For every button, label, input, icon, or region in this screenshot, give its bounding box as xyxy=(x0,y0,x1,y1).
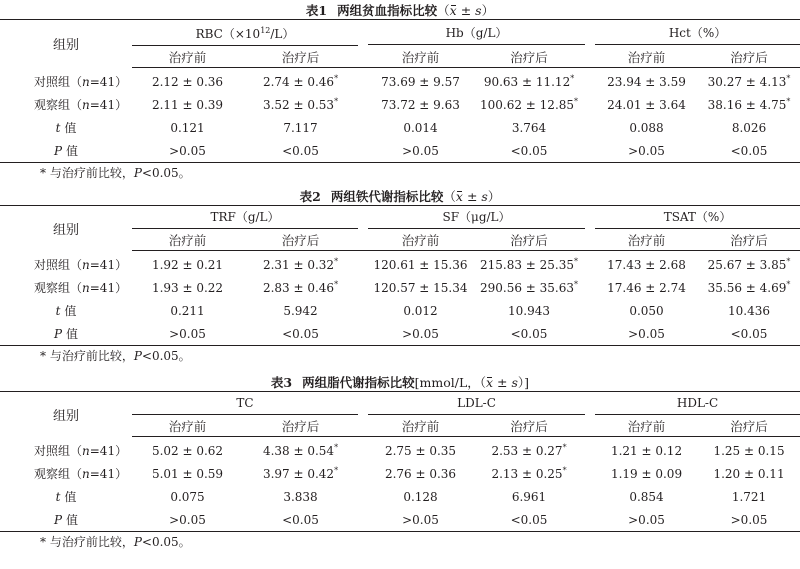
table-row xyxy=(0,437,800,463)
sub-header-after: 治疗后 xyxy=(473,46,585,68)
table-row xyxy=(0,276,800,299)
table-cell: <0.05 xyxy=(282,512,319,527)
table-cell: 24.01 ± 3.64 xyxy=(607,97,686,112)
table-cell: 0.050 xyxy=(629,303,664,318)
significance-marker: * xyxy=(334,465,339,475)
mean-symbol: x xyxy=(455,189,463,204)
table-cell: 4.38 ± 0.54* xyxy=(262,442,339,458)
table-cell: >0.05 xyxy=(169,143,206,158)
significance-marker: * xyxy=(786,256,791,266)
table-number: 表2 xyxy=(299,189,321,204)
sub-header-before: 治疗前 xyxy=(595,46,698,68)
table-cell: 0.854 xyxy=(629,489,664,504)
table-cell: >0.05 xyxy=(402,512,439,527)
table-cell: <0.05 xyxy=(730,143,768,158)
table-cell: 2.13 ± 0.25* xyxy=(491,465,567,481)
table-2 xyxy=(0,205,800,346)
table-cell: 1.19 ± 0.09 xyxy=(610,466,683,481)
table-cell: 0.128 xyxy=(403,489,438,504)
row-label: t 值 xyxy=(55,121,77,135)
row-label: P 值 xyxy=(54,144,78,158)
table-cell: 17.46 ± 2.74 xyxy=(607,280,686,295)
table-cell: 2.76 ± 0.36 xyxy=(384,466,457,481)
stat-rest: ± s xyxy=(456,3,482,18)
sub-header-after: 治疗后 xyxy=(473,415,585,437)
table-row xyxy=(0,93,800,116)
sub-header-before: 治疗前 xyxy=(132,229,243,251)
table-cell: 0.121 xyxy=(170,120,205,135)
table-cell: 1.92 ± 0.21 xyxy=(151,257,224,272)
table-1-caption: 表1 两组贫血指标比较（x ± s） xyxy=(305,3,495,18)
row-label: 观察组（n=41） xyxy=(34,281,128,295)
table-cell: 3.838 xyxy=(283,489,318,504)
table-cell: 25.67 ± 3.85* xyxy=(707,256,791,272)
table-title: 两组贫血指标比较 xyxy=(337,3,438,18)
table-cell: 2.53 ± 0.27* xyxy=(491,442,567,458)
table-row xyxy=(0,251,800,277)
table-number: 表1 xyxy=(305,3,328,18)
sub-header-after: 治疗后 xyxy=(473,229,585,251)
table-cell: 290.56 ± 35.63* xyxy=(479,279,579,295)
table-cell: 73.72 ± 9.63 xyxy=(381,97,460,112)
table-cell: 7.117 xyxy=(283,120,318,135)
table-cell: 120.61 ± 15.36 xyxy=(373,257,468,272)
sub-header-before: 治疗前 xyxy=(368,415,473,437)
sub-header-after: 治疗后 xyxy=(698,46,800,68)
table-cell: 1.21 ± 0.12 xyxy=(610,443,683,458)
metric-header: LDL-C xyxy=(368,392,585,416)
table-cell: 90.63 ± 11.12* xyxy=(483,73,575,89)
table-cell: >0.05 xyxy=(628,143,665,158)
table-cell: 120.57 ± 15.34 xyxy=(373,280,468,295)
table-row xyxy=(0,299,800,322)
sub-header-before: 治疗前 xyxy=(132,415,243,437)
metric-header: TSAT（%） xyxy=(595,206,800,230)
row-label: 观察组（n=41） xyxy=(34,467,128,481)
table-title: 两组铁代谢指标比较 xyxy=(330,189,444,204)
stat-rest: ± s xyxy=(462,189,488,204)
table-cell: 0.012 xyxy=(403,303,438,318)
table-cell: 30.27 ± 4.13* xyxy=(707,73,791,89)
significance-marker: * xyxy=(334,96,339,106)
table-cell: >0.05 xyxy=(628,326,665,341)
significance-marker: * xyxy=(334,442,339,452)
table-cell: 1.93 ± 0.22 xyxy=(151,280,224,295)
significance-marker: * xyxy=(786,96,791,106)
metric-header: HDL-C xyxy=(595,392,800,416)
sub-header-before: 治疗前 xyxy=(595,229,698,251)
significance-marker: * xyxy=(562,465,567,475)
table-cell: >0.05 xyxy=(730,512,768,527)
table-cell: 0.075 xyxy=(170,489,205,504)
row-label: P 值 xyxy=(54,513,78,527)
metric-header: Hct（%） xyxy=(595,20,800,47)
metric-header: TRF（g/L） xyxy=(132,206,358,230)
table-2-block xyxy=(0,188,800,366)
table-cell: 35.56 ± 4.69* xyxy=(707,279,791,295)
table-cell: 6.961 xyxy=(511,489,547,504)
significance-marker: * xyxy=(562,442,567,452)
table-cell: 1.20 ± 0.11 xyxy=(713,466,785,481)
table-cell: 0.211 xyxy=(170,303,205,318)
table-cell: 0.088 xyxy=(629,120,664,135)
table-cell: <0.05 xyxy=(282,143,319,158)
significance-marker: * xyxy=(334,73,339,83)
table-cell: 1.721 xyxy=(731,489,767,504)
group-header: 组别 xyxy=(52,38,79,54)
metric-header: SF（μg/L） xyxy=(368,206,585,230)
metric-header: $RBC(\times 10^{12}/L)$ xyxy=(132,20,358,47)
significance-marker: * xyxy=(786,279,791,289)
table-1-footnote: * 与治疗前比较，P<0.05。 xyxy=(40,166,191,180)
significance-marker: * xyxy=(334,256,339,266)
sub-header-after: 治疗后 xyxy=(698,415,800,437)
table-cell: 2.83 ± 0.46* xyxy=(262,279,339,295)
table-cell: 2.11 ± 0.39 xyxy=(151,97,224,112)
mean-symbol: x xyxy=(486,375,494,390)
table-row xyxy=(0,462,800,485)
table-cell: >0.05 xyxy=(628,512,665,527)
table-row xyxy=(0,139,800,163)
table-cell: 100.62 ± 12.85* xyxy=(480,96,579,112)
table-cell: 215.83 ± 25.35* xyxy=(479,256,579,272)
table-title: 两组脂代谢指标比较 xyxy=(302,375,415,390)
table-cell: 10.943 xyxy=(508,303,550,318)
table-cell: <0.05 xyxy=(730,326,768,341)
group-header: 组别 xyxy=(52,222,79,238)
table-row xyxy=(0,68,800,94)
table-3 xyxy=(0,391,800,532)
table-cell: 2.75 ± 0.35 xyxy=(384,443,457,458)
table-cell: >0.05 xyxy=(402,143,439,158)
table-cell: 0.014 xyxy=(403,120,438,135)
table-cell: 38.16 ± 4.75* xyxy=(707,96,791,112)
table-cell: <0.05 xyxy=(510,143,548,158)
stat-rest: ± s xyxy=(493,375,518,390)
table-cell: >0.05 xyxy=(402,326,439,341)
table-cell: 2.31 ± 0.32* xyxy=(262,256,339,272)
table-cell: 3.764 xyxy=(511,120,547,135)
table-row xyxy=(0,322,800,346)
sub-header-before: 治疗前 xyxy=(132,46,243,68)
table-cell: 17.43 ± 2.68 xyxy=(607,257,686,272)
table-3-footnote: * 与治疗前比较，P<0.05。 xyxy=(40,535,191,549)
row-label: P 值 xyxy=(54,327,78,341)
table-cell: 23.94 ± 3.59 xyxy=(607,74,686,89)
table-cell: 5.01 ± 0.59 xyxy=(151,466,224,481)
table-cell: 2.12 ± 0.36 xyxy=(151,74,224,89)
table-cell: 73.69 ± 9.57 xyxy=(381,74,460,89)
row-label: t 值 xyxy=(55,304,77,318)
table-cell: >0.05 xyxy=(169,326,206,341)
sub-header-after: 治疗后 xyxy=(243,229,358,251)
table-1 xyxy=(0,19,800,163)
sub-header-before: 治疗前 xyxy=(368,46,473,68)
significance-marker: * xyxy=(574,279,579,289)
sub-header-after: 治疗后 xyxy=(243,46,358,68)
row-label: 对照组（n=41） xyxy=(34,74,128,89)
significance-marker: * xyxy=(574,96,579,106)
sub-header-before: 治疗前 xyxy=(368,229,473,251)
sub-header-after: 治疗后 xyxy=(243,415,358,437)
significance-marker: * xyxy=(334,279,339,289)
metric-header: TC xyxy=(132,392,358,416)
significance-marker: * xyxy=(574,256,579,266)
table-2-caption: 表2 两组铁代谢指标比较（x ± s） xyxy=(299,189,501,204)
sub-header-after: 治疗后 xyxy=(698,229,800,251)
row-label: 观察组（n=41） xyxy=(34,98,128,112)
row-label: 对照组（n=41） xyxy=(34,443,128,458)
table-cell: 5.942 xyxy=(283,303,318,318)
table-cell: <0.05 xyxy=(510,326,548,341)
table-cell: >0.05 xyxy=(169,512,206,527)
metric-header: Hb（g/L） xyxy=(368,20,585,47)
table-row xyxy=(0,508,800,532)
group-header: 组别 xyxy=(52,408,79,424)
table-cell: <0.05 xyxy=(282,326,319,341)
table-cell: 2.74 ± 0.46* xyxy=(262,73,339,89)
table-cell: 3.97 ± 0.42* xyxy=(262,465,339,481)
mean-symbol: x xyxy=(449,3,457,18)
sub-header-before: 治疗前 xyxy=(595,415,698,437)
table-row xyxy=(0,116,800,139)
table-cell: 5.02 ± 0.62 xyxy=(151,443,224,458)
table-cell: 10.436 xyxy=(728,303,771,318)
significance-marker: * xyxy=(570,73,575,83)
table-cell: 1.25 ± 0.15 xyxy=(713,443,785,458)
table-1-block xyxy=(0,2,800,183)
table-row xyxy=(0,485,800,508)
significance-marker: * xyxy=(786,73,791,83)
row-label: 对照组（n=41） xyxy=(34,257,128,272)
table-cell: 3.52 ± 0.53* xyxy=(262,96,339,112)
table-3-block xyxy=(0,374,800,552)
table-3-caption: 表3 两组脂代谢指标比较[mmol/L，（x ± s）] xyxy=(270,375,530,390)
table-2-footnote: * 与治疗前比较，P<0.05。 xyxy=(40,349,191,363)
table-cell: 8.026 xyxy=(731,120,767,135)
row-label: t 值 xyxy=(55,490,77,504)
table-cell: <0.05 xyxy=(510,512,548,527)
table-number: 表3 xyxy=(270,375,293,390)
